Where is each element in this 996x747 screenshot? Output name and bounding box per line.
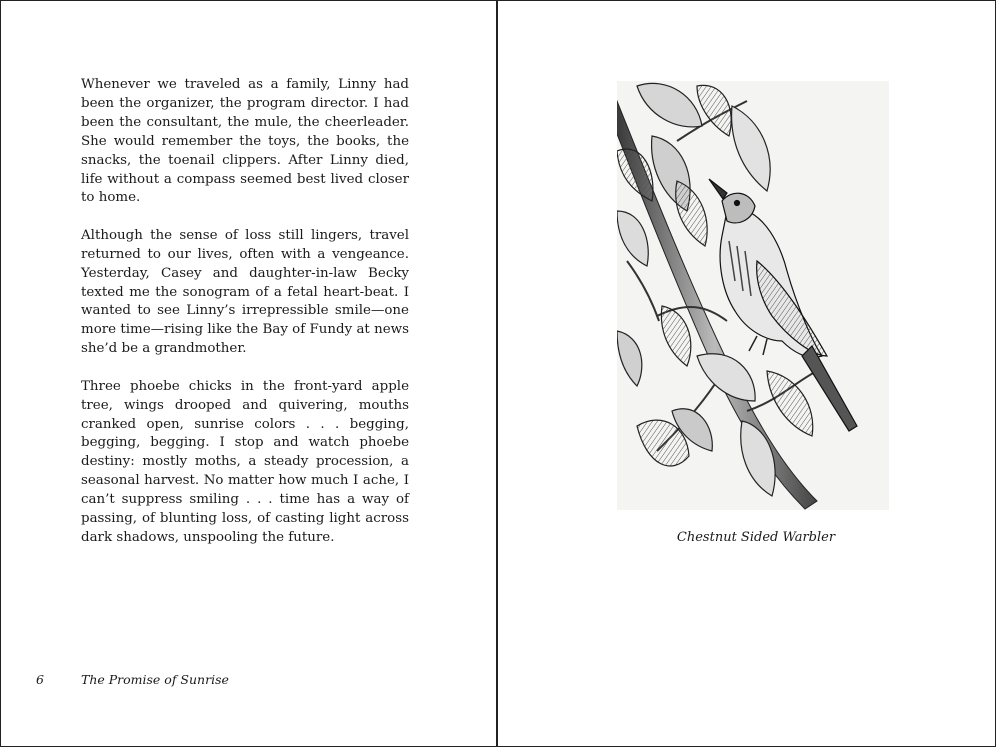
bird-feet xyxy=(749,336,767,355)
leaf xyxy=(767,371,813,436)
leaf xyxy=(732,106,771,191)
bird-eye xyxy=(735,201,740,206)
twig xyxy=(627,261,659,321)
warbler-illustration xyxy=(617,81,889,510)
leaf xyxy=(617,331,642,386)
leaf xyxy=(697,85,731,136)
paragraph: Whenever we traveled as a family, Linny had been the organizer, the program director. I had been the consultant, the mule, the cheerleader. She would remember the toys, the books, the snacks, the toenail clippers. After Linny died, life without a compass seemed best lived closer to home. xyxy=(81,77,409,206)
leaf xyxy=(637,83,702,127)
warbler-drawing xyxy=(617,81,889,510)
right-page xyxy=(498,1,995,746)
bird-beak xyxy=(709,179,727,199)
leaf xyxy=(617,149,653,201)
leaf xyxy=(661,306,690,366)
left-page xyxy=(1,1,498,746)
paragraph: Although the sense of loss still lingers, travel returned to our lives, often with a vengeance. Yesterday, Casey and daughter-in-law Becky texted me the sonogram of a fetal heart-beat. I wanted to see Linny’s irrepressible smile—one more time—rising like the Bay of Fundy at news she’d be a grandmother. xyxy=(81,227,409,357)
paragraph: Three phoebe chicks in the front-yard apple tree, wings drooped and quivering, mouths cranked open, sunrise colors . . . begging, begging, begging. I stop and watch phoebe destiny: mostly moths, a steady procession, a seasonal harvest. No matter how much I ache, I can’t suppress smiling . . . time has a way of passing, of blunting loss, of casting light across dark shadows, unspooling the future. xyxy=(81,378,409,545)
leaf xyxy=(676,181,707,246)
illustration-caption: Chestnut Sided Warbler xyxy=(676,530,836,545)
page-number: 6 xyxy=(36,672,44,687)
leaf xyxy=(617,211,648,266)
running-title: The Promise of Sunrise xyxy=(81,672,229,687)
body-text xyxy=(81,76,409,566)
page-footer xyxy=(36,672,229,687)
leaf xyxy=(741,421,775,496)
